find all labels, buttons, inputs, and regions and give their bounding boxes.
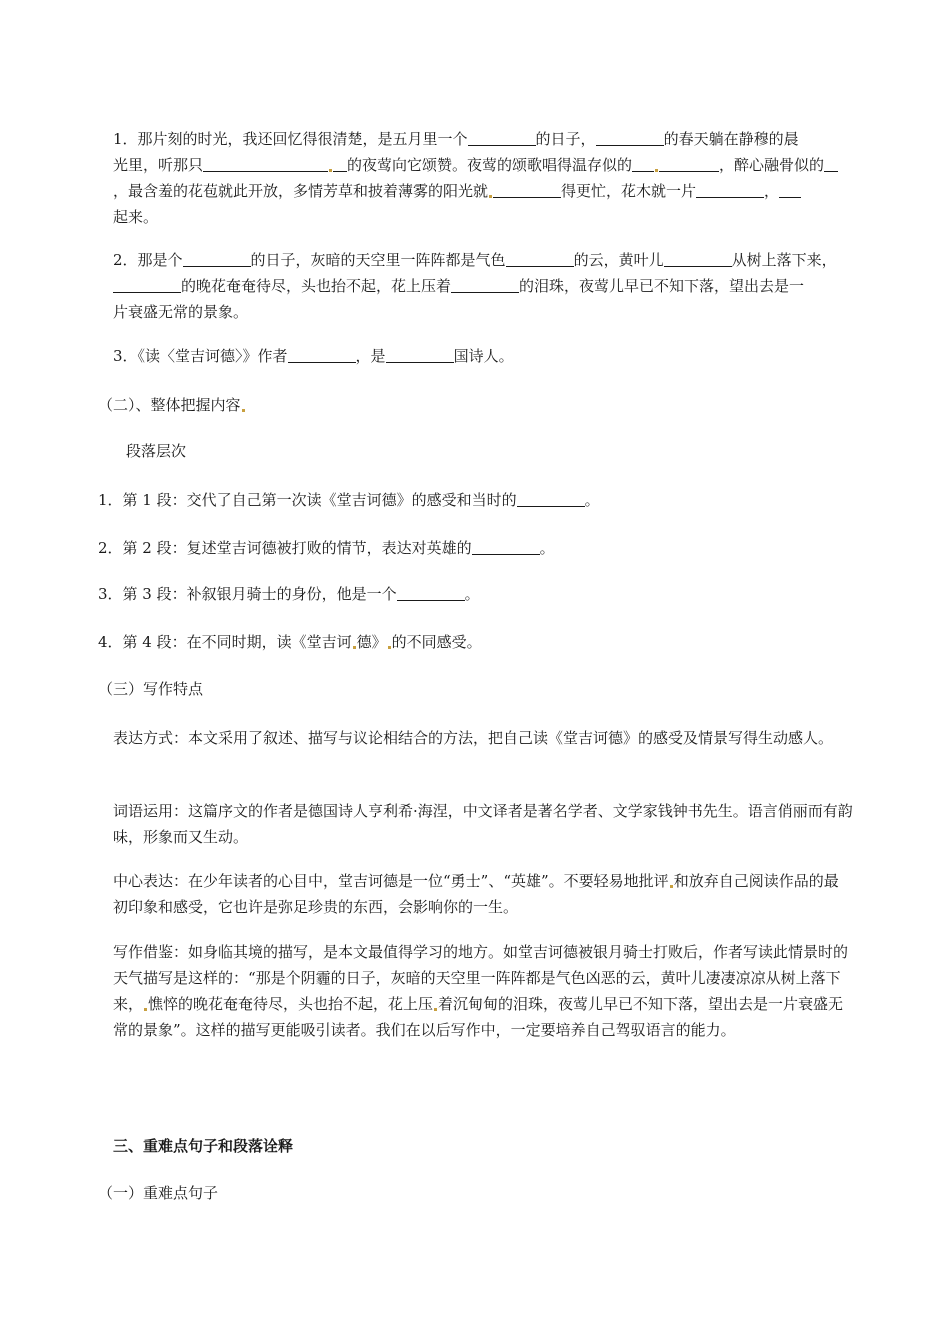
theme-text: 中心表达：在少年读者的心目中，堂吉诃德是一位“勇士”、“英雄”。不要轻易地批评 [113,872,669,890]
item-end: 。 [539,539,555,557]
blank[interactable] [696,181,764,198]
section-heading: （三）写作特点 [98,680,204,698]
mark-dot-icon [489,195,492,198]
theme-paragraph [113,868,853,920]
item-text: 德》 [356,633,387,651]
item-text: 2．第 2 段：复述堂吉诃德被打败的情节，表达对英雄的 [98,539,472,557]
blank[interactable] [386,346,454,363]
reference-paragraph [113,939,853,1043]
q1-text: ，醉心融骨似的 [719,156,825,174]
blank[interactable] [824,155,838,172]
blank[interactable] [288,346,356,363]
blank[interactable] [779,181,801,198]
fill-in-question-3 [113,343,863,369]
blank[interactable] [517,490,585,507]
mark-dot-icon [242,409,245,412]
blank[interactable] [632,155,654,172]
structure-item-1 [98,487,848,513]
q1-text: 的春天躺在静穆的晨 [663,130,799,148]
part-3-title: 三、重难点句子和段落诠释 [113,1137,294,1155]
q3-text: 国诗人。 [453,347,514,365]
blank[interactable] [506,250,574,267]
mark-dot-icon [434,1008,437,1011]
fill-in-question-1 [113,126,863,230]
q1-text: 的日子， [535,130,596,148]
item-text: 1．第 1 段：交代了自己第一次读《堂吉诃德》的感受和当时的 [98,491,517,509]
q1-text: 的夜莺向它颂赞。夜莺的颂歌唱得温存似的 [347,156,633,174]
q2-text: 从树上落下来， [731,251,837,269]
q1-text: 得更忙，花木就一片 [561,182,697,200]
q3-text: ，是 [355,347,386,365]
item-end: 。 [464,585,480,603]
reference-text: 写作借鉴：如身临其境的描写，是本文最值得学习的地方。如堂吉诃德被银月骑士打败后，作者写读此情景时的天气描写是这样的：“那是个阴霾的日子，灰暗的天空里一阵阵都是气色凶恶的云，黄叶儿凄凄凉凉从树上落下来， [113,943,849,1013]
reference-text: 憔悴的晚花奄奄待尽，头也抬不起，花上压 [148,995,434,1013]
wording-paragraph: 词语运用：这篇序文的作者是德国诗人亨利希·海涅，中文译者是著名学者、文学家钱钟书先生。语言俏丽而有韵味，形象而又生动。 [113,802,853,846]
item-text: 3．第 3 段：补叙银月骑士的身份，他是一个 [98,585,397,603]
q1-text: 光里，听那只 [113,156,204,174]
blank[interactable] [664,250,732,267]
subsection-title: 段落层次 [126,442,187,460]
blank[interactable] [659,155,719,172]
mark-dot-icon [144,1008,147,1011]
q2-text: 的云，黄叶儿 [573,251,664,269]
section-heading [98,392,848,418]
blank[interactable] [183,250,251,267]
q2-text: 的日子，灰暗的天空里一阵阵都是气色 [250,251,506,269]
blank[interactable] [493,181,561,198]
blank[interactable] [203,155,328,172]
blank[interactable] [468,129,536,146]
fill-in-question-2 [113,247,863,325]
q2-text: 片衰盛无常的景象。 [113,303,249,321]
item-end: 。 [584,491,600,509]
blank[interactable] [113,276,181,293]
structure-item-2 [98,535,848,561]
mark-dot-icon [388,646,391,649]
blank[interactable] [596,129,664,146]
mark-dot-icon [353,646,356,649]
blank[interactable] [472,538,540,555]
q1-text: 起来。 [113,208,159,226]
mark-dot-icon [655,169,658,172]
q1-text: 1．那片刻的时光，我还回忆得很清楚，是五月里一个 [113,130,468,148]
q2-text: 2．那是个 [113,251,183,269]
expression-paragraph: 表达方式：本文采用了叙述、描写与议论相结合的方法，把自己读《堂吉诃德》的感受及情景写得生动感人。 [113,729,834,747]
theme-text: 和放弃自己阅读作品的最初印象和感受，它也许是弥足珍贵的东西，会影响你的一生。 [113,872,839,916]
reference-text: 着沉甸甸的泪珠，夜莺儿早已不知下落，望出去是一片衰盛无常的景象”。这样的描写更能吸引读者。我们在以后写作中，一定要培养自己驾驭语言的能力。 [113,995,844,1039]
blank[interactable] [451,276,519,293]
blank[interactable] [333,155,347,172]
item-text: 4．第 4 段：在不同时期，读《堂吉诃 [98,633,352,651]
q3-text: 3．《读〈堂吉诃德〉》作者 [113,347,288,365]
structure-item-3 [98,581,848,607]
part-3-subtitle: （一）重难点句子 [98,1184,219,1202]
mark-dot-icon [670,885,673,888]
structure-item-4 [98,629,848,655]
section-2-title: （二）、整体把握内容 [98,396,241,414]
blank[interactable] [397,584,465,601]
q2-text: 的泪珠，夜莺儿早已不知下落，望出去是一 [519,277,805,295]
mark-dot-icon [329,169,332,172]
q1-text: ，最含羞的花苞就此开放，多情芳草和披着薄雾的阳光就 [113,182,489,200]
q1-text: ， [764,182,780,200]
item-text: 的不同感受。 [391,633,482,651]
q2-text: 的晚花奄奄待尽，头也抬不起，花上压着 [181,277,452,295]
